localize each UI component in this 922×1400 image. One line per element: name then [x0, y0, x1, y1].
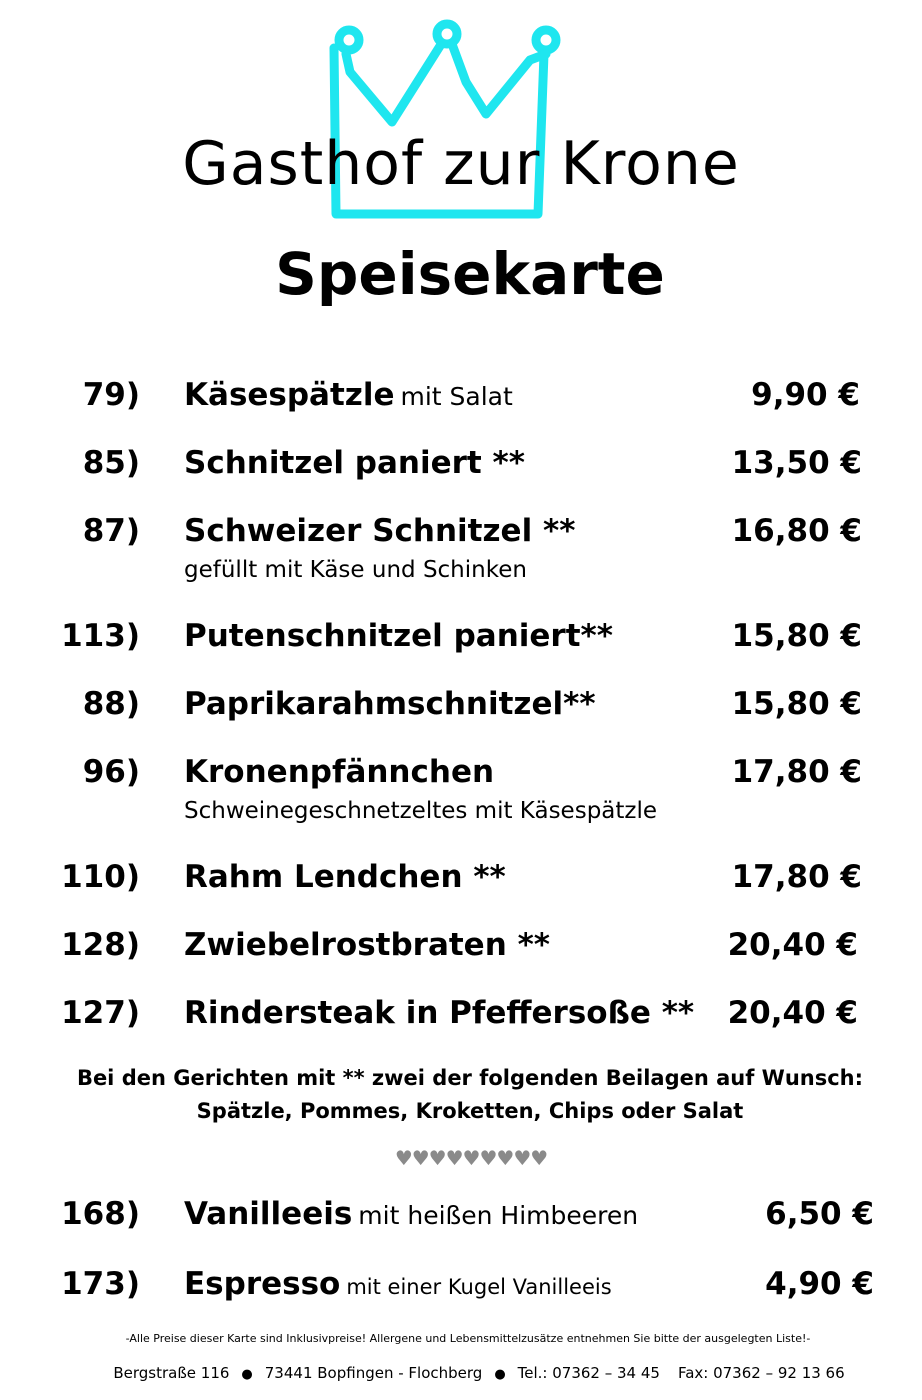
item-addon: mit Salat	[400, 382, 513, 411]
item-number: 127)	[61, 995, 140, 1031]
menu-item	[0, 993, 922, 1043]
item-name: Espresso	[184, 1266, 341, 1302]
item-number: 110)	[61, 859, 140, 895]
item-name: Käsespätzle	[184, 377, 395, 413]
sides-note	[0, 1062, 922, 1128]
item-number: 128)	[61, 927, 140, 963]
menu-item	[0, 925, 922, 975]
menu-item	[0, 443, 922, 493]
item-addon: mit heißen Himbeeren	[358, 1201, 639, 1230]
contact-line	[0, 1362, 922, 1386]
menu-item	[0, 857, 922, 907]
fax: Fax: 07362 – 92 13 66	[677, 1364, 845, 1382]
phone: Tel.: 07362 – 34 45	[517, 1364, 660, 1382]
restaurant-name: Gasthof zur Krone	[182, 129, 740, 199]
item-price: 16,80 €	[731, 513, 862, 549]
item-name: Schnitzel paniert **	[184, 445, 525, 481]
item-number: 79)	[82, 377, 140, 413]
price-disclaimer: -Alle Preise dieser Karte sind Inklusivpreise! Allergene und Lebensmittelzusätze entnehmen Sie bitte der ausgelegten Liste!-	[125, 1332, 811, 1345]
item-number: 173)	[61, 1266, 140, 1302]
menu-item	[0, 375, 922, 425]
item-price: 17,80 €	[731, 754, 862, 790]
menu-item	[0, 1264, 922, 1314]
menu-item	[0, 1194, 922, 1244]
item-price: 9,90 €	[751, 377, 860, 413]
item-name: Vanilleeis	[184, 1196, 353, 1232]
item-number: 168)	[61, 1196, 140, 1232]
item-price: 4,90 €	[765, 1266, 874, 1302]
item-price: 15,80 €	[731, 618, 862, 654]
menu-item	[0, 511, 922, 591]
item-price: 13,50 €	[731, 445, 862, 481]
item-addon: mit einer Kugel Vanilleeis	[346, 1275, 612, 1299]
bullet-separator: ●	[494, 1367, 506, 1382]
item-price: 15,80 €	[731, 686, 862, 722]
item-name: Rahm Lendchen **	[184, 859, 506, 895]
item-name: Zwiebelrostbraten **	[184, 927, 550, 963]
item-name: Paprikarahmschnitzel**	[184, 686, 596, 722]
item-name: Kronenpfännchen	[184, 754, 495, 790]
menu-item	[0, 752, 922, 832]
item-number: 88)	[82, 686, 140, 722]
sides-note-line1: Bei den Gerichten mit ** zwei der folgenden Beilagen auf Wunsch:	[76, 1066, 864, 1090]
bullet-separator: ●	[241, 1367, 253, 1382]
city: 73441 Bopfingen - Flochberg	[264, 1364, 483, 1382]
item-price: 6,50 €	[765, 1196, 874, 1232]
item-number: 85)	[82, 445, 140, 481]
item-description: Schweinegeschnetzeltes mit Käsespätzle	[184, 798, 658, 824]
item-description: gefüllt mit Käse und Schinken	[184, 557, 527, 583]
item-price: 20,40 €	[727, 995, 858, 1031]
item-number: 113)	[61, 618, 140, 654]
item-name: Rindersteak in Pfeffersoße **	[184, 995, 695, 1031]
sides-note-line2: Spätzle, Pommes, Kroketten, Chips oder Salat	[196, 1099, 744, 1123]
menu-title: Speisekarte	[275, 240, 665, 308]
item-name: Putenschnitzel paniert**	[184, 618, 613, 654]
menu-item	[0, 616, 922, 666]
item-price: 17,80 €	[731, 859, 862, 895]
address: Bergstraße 116	[113, 1364, 230, 1382]
menu-item	[0, 684, 922, 734]
item-name: Schweizer Schnitzel **	[184, 513, 576, 549]
item-number: 87)	[82, 513, 140, 549]
item-number: 96)	[82, 754, 140, 790]
hearts-divider: ♥♥♥♥♥♥♥♥♥	[394, 1146, 548, 1170]
item-price: 20,40 €	[727, 927, 858, 963]
